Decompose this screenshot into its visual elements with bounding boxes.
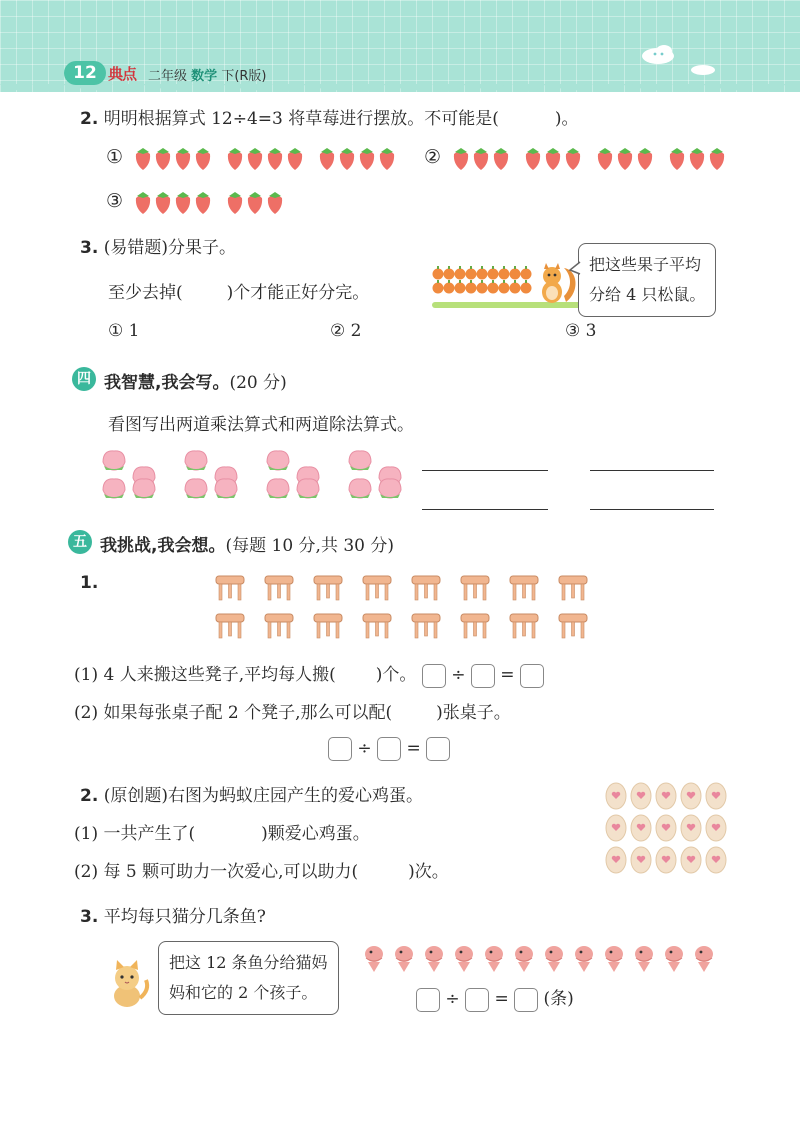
strawberry-icon bbox=[454, 148, 468, 170]
p1-sub2-end: )张桌子。 bbox=[436, 703, 511, 723]
strawberry-icon bbox=[268, 148, 282, 170]
book-subject: 数学 bbox=[191, 69, 218, 84]
q3-option-3: ③ 3 bbox=[565, 321, 597, 341]
strawberry-icon bbox=[526, 148, 540, 170]
p3-box-quotient[interactable] bbox=[514, 988, 538, 1012]
fruit-icon bbox=[433, 280, 444, 294]
peach-icon bbox=[133, 479, 155, 498]
strawberry-icon bbox=[268, 192, 282, 214]
strawberry-icon bbox=[228, 148, 242, 170]
fish-icon bbox=[485, 946, 503, 972]
stool-icon bbox=[216, 614, 244, 638]
p1-sub2 bbox=[74, 698, 511, 723]
fruit-icon bbox=[455, 280, 466, 294]
q2-text-end: )。 bbox=[554, 109, 579, 129]
stool-icon bbox=[216, 576, 244, 600]
section-4-points: (20 分) bbox=[229, 373, 287, 393]
strawberry-icon bbox=[196, 148, 210, 170]
p1-eq2-div-sign: ÷ bbox=[357, 738, 372, 759]
section-5-title: 我挑战,我会想。 bbox=[100, 536, 226, 556]
p1-box-dividend[interactable] bbox=[422, 664, 446, 688]
q3-speech-bubble bbox=[578, 243, 716, 317]
q3-bubble-line-1: 把这些果子平均 bbox=[589, 255, 702, 274]
q3-line-end: )个才能正好分完。 bbox=[226, 283, 370, 303]
stool-icon bbox=[510, 576, 538, 600]
p3-unit: (条) bbox=[543, 989, 574, 1009]
section-5-points: (每题 10 分,共 30 分) bbox=[225, 536, 395, 556]
section-4-title: 我智慧,我会写。 bbox=[104, 373, 230, 393]
fruit-icon bbox=[444, 266, 455, 280]
p3-title-text: 平均每只猫分几条鱼? bbox=[103, 907, 266, 927]
p1-sub1-text: (1) 4 人来搬这些凳子,平均每人搬( bbox=[74, 665, 336, 685]
answer-line-2[interactable] bbox=[590, 470, 714, 471]
q3-option-1: ① 1 bbox=[108, 321, 140, 341]
fish-icon bbox=[395, 946, 413, 972]
p2-number: 2. bbox=[80, 786, 99, 806]
page-number: 12 bbox=[64, 61, 106, 85]
q2-option-2-label: ② bbox=[424, 146, 442, 168]
fruit-icon bbox=[499, 280, 510, 294]
stool-icon bbox=[510, 614, 538, 638]
q3-tag: (易错题)分果子。 bbox=[103, 238, 236, 258]
heart-egg-icon bbox=[631, 847, 651, 873]
strawberry-icon bbox=[248, 148, 262, 170]
p2-title bbox=[80, 781, 423, 806]
p2-title-text: (原创题)右图为蚂蚁庄园产生的爱心鸡蛋。 bbox=[103, 786, 423, 806]
p3-bubble-line-1: 把这 12 条鱼分给猫妈 bbox=[169, 953, 328, 972]
stool-icon bbox=[265, 614, 293, 638]
stool-icon bbox=[412, 576, 440, 600]
fruit-icon bbox=[477, 266, 488, 280]
fish-icon bbox=[575, 946, 593, 972]
p1-div-sign: ÷ bbox=[451, 665, 466, 685]
peach-icon bbox=[103, 479, 125, 498]
peach-icon bbox=[267, 451, 289, 470]
fruit-icon bbox=[488, 280, 499, 294]
strawberry-icon bbox=[320, 148, 334, 170]
q3-bubble-line-2: 分给 4 只松鼠。 bbox=[589, 285, 706, 304]
strawberry-icon bbox=[136, 148, 150, 170]
stool-icon bbox=[559, 576, 587, 600]
p2-sub1 bbox=[74, 819, 370, 844]
answer-line-3[interactable] bbox=[422, 509, 548, 510]
strawberry-icon bbox=[474, 148, 488, 170]
heart-egg-icon bbox=[656, 847, 676, 873]
fish-row bbox=[362, 944, 732, 976]
q3-line-start: 至少去掉( bbox=[108, 283, 183, 303]
fruit-icon bbox=[488, 266, 499, 280]
p1-equation-2 bbox=[328, 737, 450, 761]
book-volume: 下(R版) bbox=[221, 69, 267, 84]
strawberry-icon bbox=[288, 148, 302, 170]
fish-icon bbox=[425, 946, 443, 972]
fish-icon bbox=[665, 946, 683, 972]
strawberry-icon bbox=[176, 148, 190, 170]
fruit-icon bbox=[477, 280, 488, 294]
fruit-icon bbox=[499, 266, 510, 280]
p3-box-dividend[interactable] bbox=[416, 988, 440, 1012]
section-4-icon: 四 bbox=[72, 367, 96, 391]
fish-icon bbox=[695, 946, 713, 972]
heart-egg-icon bbox=[631, 815, 651, 841]
p1-sub1 bbox=[74, 660, 544, 688]
p3-title bbox=[80, 902, 266, 927]
heart-egg-icon bbox=[706, 847, 726, 873]
strawberry-icon bbox=[494, 148, 508, 170]
strawberry-icon bbox=[156, 192, 170, 214]
answer-line-4[interactable] bbox=[590, 509, 714, 510]
strawberry-icon bbox=[566, 148, 580, 170]
fish-icon bbox=[515, 946, 533, 972]
q2-option-3-strawberries bbox=[134, 190, 294, 216]
p1-sub2-text: (2) 如果每张桌子配 2 个凳子,那么可以配( bbox=[74, 703, 393, 723]
strawberry-icon bbox=[670, 148, 684, 170]
stool-icon bbox=[363, 576, 391, 600]
strawberry-icon bbox=[196, 192, 210, 214]
section-5-heading bbox=[100, 531, 394, 556]
fish-icon bbox=[605, 946, 623, 972]
brand-logo: 典点 bbox=[108, 65, 137, 83]
heart-egg-icon bbox=[606, 847, 626, 873]
strawberry-icon bbox=[136, 192, 150, 214]
heart-egg-icon bbox=[681, 783, 701, 809]
p3-bubble-line-2: 妈和它的 2 个孩子。 bbox=[169, 983, 318, 1002]
section-4-heading bbox=[104, 368, 287, 393]
strawberry-icon bbox=[690, 148, 704, 170]
answer-line-1[interactable] bbox=[422, 470, 548, 471]
heart-egg-icon bbox=[656, 783, 676, 809]
q2-option-1-label: ① bbox=[106, 146, 124, 168]
peach-icon bbox=[349, 479, 371, 498]
strawberry-icon bbox=[380, 148, 394, 170]
heart-egg-icon bbox=[706, 783, 726, 809]
stool-icon bbox=[461, 576, 489, 600]
fruit-icon bbox=[510, 280, 521, 294]
peach-icon bbox=[185, 451, 207, 470]
q3-option-2: ② 2 bbox=[330, 321, 362, 341]
strawberry-icon bbox=[228, 192, 242, 214]
strawberry-icon bbox=[156, 148, 170, 170]
fruit-icon bbox=[466, 280, 477, 294]
heart-egg-icon bbox=[606, 815, 626, 841]
fruit-icon bbox=[433, 266, 444, 280]
q2-option-2-strawberries bbox=[452, 146, 727, 172]
fish-icon bbox=[635, 946, 653, 972]
peach-icon bbox=[379, 479, 401, 498]
p1-sub1-end: )个。 bbox=[375, 665, 417, 685]
fish-icon bbox=[365, 946, 383, 972]
stool-icon bbox=[363, 614, 391, 638]
p3-number: 3. bbox=[80, 907, 99, 927]
p2-sub1-end: )颗爱心鸡蛋。 bbox=[261, 824, 370, 844]
cat-icon bbox=[104, 958, 150, 1008]
q2-text: 明明根据算式 12÷4=3 将草莓进行摆放。不可能是( bbox=[103, 109, 499, 129]
stool-grid bbox=[216, 576, 596, 646]
stool-icon bbox=[314, 614, 342, 638]
strawberry-icon bbox=[710, 148, 724, 170]
stool-icon bbox=[412, 614, 440, 638]
heart-egg-icon bbox=[706, 815, 726, 841]
q3-line bbox=[108, 278, 369, 303]
peach-icon bbox=[349, 451, 371, 470]
p3-div-sign: ÷ bbox=[445, 989, 460, 1009]
strawberry-icon bbox=[546, 148, 560, 170]
p1-eq-sign: = bbox=[500, 665, 515, 685]
book-grade: 二年级 bbox=[148, 69, 188, 84]
peach-icon bbox=[103, 451, 125, 470]
fruit-icon bbox=[521, 266, 532, 280]
stool-icon bbox=[314, 576, 342, 600]
p1-number: 1. bbox=[80, 573, 99, 593]
fruit-icon bbox=[521, 280, 532, 294]
heart-egg-grid bbox=[604, 783, 728, 875]
peach-icon bbox=[297, 479, 319, 498]
strawberry-icon bbox=[176, 192, 190, 214]
strawberry-icon bbox=[618, 148, 632, 170]
q2-line bbox=[80, 104, 579, 129]
strawberry-icon bbox=[360, 148, 374, 170]
q2-number: 2. bbox=[80, 109, 99, 129]
stool-icon bbox=[265, 576, 293, 600]
fish-icon bbox=[455, 946, 473, 972]
peach-icon bbox=[185, 479, 207, 498]
stool-icon bbox=[559, 614, 587, 638]
stool-icon bbox=[461, 614, 489, 638]
strawberry-icon bbox=[638, 148, 652, 170]
strawberry-icon bbox=[248, 192, 262, 214]
fruit-icon bbox=[466, 266, 477, 280]
p2-sub1-text: (1) 一共产生了( bbox=[74, 824, 196, 844]
fruit-icon bbox=[455, 266, 466, 280]
p1-eq2-box-dividend[interactable] bbox=[328, 737, 352, 761]
p3-eq-sign: = bbox=[494, 989, 509, 1009]
heart-egg-icon bbox=[631, 783, 651, 809]
q2-option-3-label: ③ bbox=[106, 190, 124, 212]
heart-egg-icon bbox=[656, 815, 676, 841]
heart-egg-icon bbox=[606, 783, 626, 809]
heart-egg-icon bbox=[681, 815, 701, 841]
strawberry-icon bbox=[340, 148, 354, 170]
p2-sub2-end: )次。 bbox=[408, 862, 449, 882]
section-5-icon: 五 bbox=[68, 530, 92, 554]
fruit-icon bbox=[444, 280, 455, 294]
book-title bbox=[148, 65, 267, 84]
q3-number: 3. bbox=[80, 238, 99, 258]
p1-eq2-box-quotient[interactable] bbox=[426, 737, 450, 761]
section-4-instruction: 看图写出两道乘法算式和两道除法算式。 bbox=[108, 415, 414, 435]
p2-sub2 bbox=[74, 857, 449, 882]
peach-icon bbox=[267, 479, 289, 498]
bubble-tail bbox=[570, 262, 582, 276]
heart-egg-icon bbox=[681, 847, 701, 873]
p1-eq2-box-divisor[interactable] bbox=[377, 737, 401, 761]
p2-sub2-text: (2) 每 5 颗可助力一次爱心,可以助力( bbox=[74, 862, 359, 882]
cloud-icon bbox=[690, 62, 716, 76]
p3-equation bbox=[416, 984, 574, 1012]
p1-box-quotient[interactable] bbox=[520, 664, 544, 688]
q3-title bbox=[80, 233, 236, 258]
peach-groups bbox=[100, 448, 420, 510]
peach-icon bbox=[215, 479, 237, 498]
q2-option-1-strawberries bbox=[134, 146, 404, 172]
p3-box-divisor[interactable] bbox=[465, 988, 489, 1012]
p1-eq2-eq-sign: = bbox=[406, 738, 421, 759]
p3-speech-bubble bbox=[158, 941, 339, 1015]
fish-icon bbox=[545, 946, 563, 972]
strawberry-icon bbox=[598, 148, 612, 170]
p1-box-divisor[interactable] bbox=[471, 664, 495, 688]
cloud-icon bbox=[640, 42, 680, 66]
header-wave-edge bbox=[0, 84, 800, 98]
fruit-icon bbox=[510, 266, 521, 280]
